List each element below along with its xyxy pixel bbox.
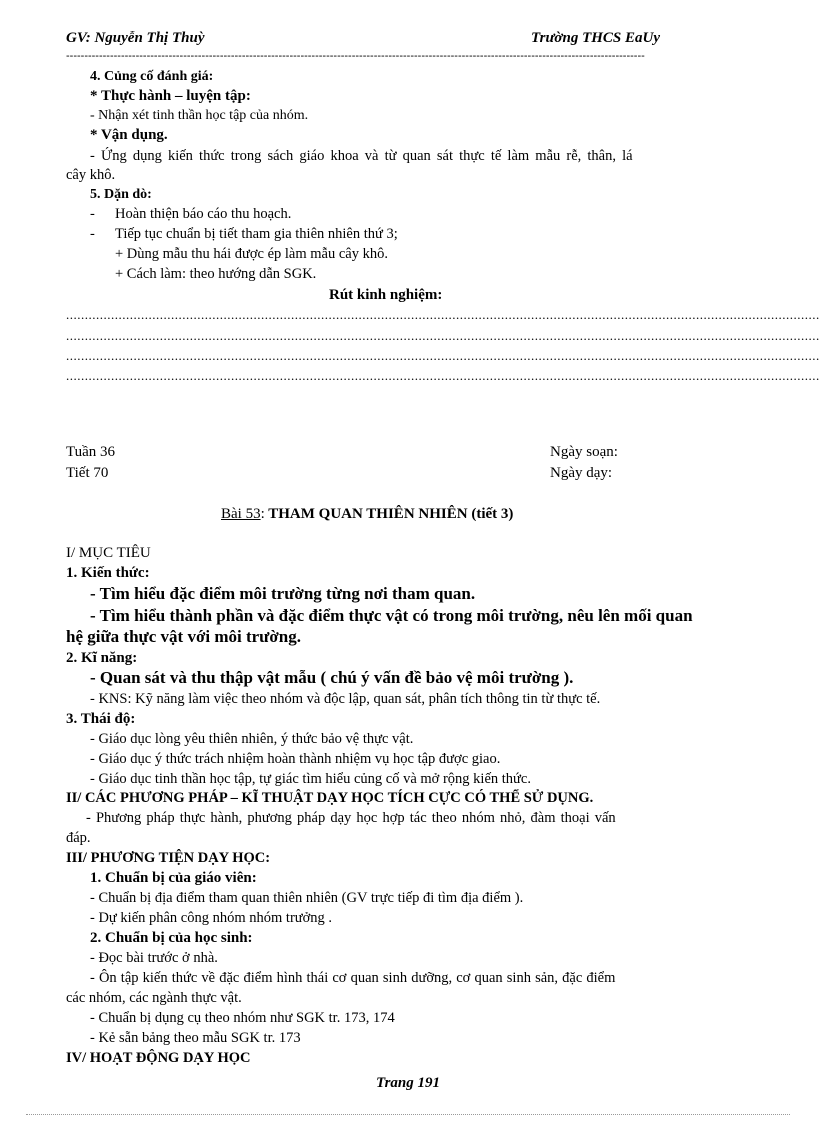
student-prep-item-4: - Kẻ sẵn bảng theo mẫu SGK tr. 173 bbox=[90, 1030, 301, 1046]
page-bottom-divider bbox=[26, 1114, 790, 1121]
methods-item-line1: - Phương pháp thực hành, phương pháp dạy học hợp tác theo nhóm nhỏ, đàm thoại vấn bbox=[86, 810, 616, 826]
homework-item-1: Hoàn thiện báo cáo thu hoạch. bbox=[115, 206, 292, 222]
student-prep-item-3: - Chuẩn bị dụng cụ theo nhóm như SGK tr. 173, 174 bbox=[90, 1010, 395, 1026]
teacher-prep-heading: 1. Chuẩn bị của giáo viên: bbox=[90, 870, 257, 886]
apply-heading: * Vận dụng. bbox=[90, 127, 168, 143]
prep-date-label: Ngày soạn: bbox=[550, 444, 618, 460]
skills-heading: 2. Kĩ năng: bbox=[66, 650, 138, 666]
student-prep-item-2-line2: các nhóm, các ngành thực vật. bbox=[66, 990, 242, 1006]
experience-heading: Rút kinh nghiệm: bbox=[329, 287, 443, 303]
attitude-heading: 3. Thái độ: bbox=[66, 711, 136, 727]
methods-heading: II/ CÁC PHƯƠNG PHÁP – KĨ THUẬT DẠY HỌC TÍCH CỰC CÓ THỂ SỬ DỤNG. bbox=[66, 790, 594, 806]
teach-date-label: Ngày dạy: bbox=[550, 465, 613, 481]
consolidation-heading: 4. Củng cố đánh giá: bbox=[90, 69, 214, 84]
lesson-number: Bài 53 bbox=[221, 506, 261, 522]
practice-item: - Nhận xét tinh thần học tập của nhóm. bbox=[90, 108, 309, 123]
student-prep-item-1: - Đọc bài trước ở nhà. bbox=[90, 950, 218, 966]
homework-heading: 5. Dặn dò: bbox=[90, 187, 152, 202]
page-number: Trang 191 bbox=[375, 1075, 441, 1091]
practice-heading: * Thực hành – luyện tập: bbox=[90, 88, 251, 104]
attitude-item-2: - Giáo dục ý thức trách nhiệm hoàn thành nhiệm vụ học tập được giao. bbox=[90, 751, 501, 767]
knowledge-heading: 1. Kiến thức: bbox=[66, 565, 150, 581]
homework-sub-2: + Cách làm: theo hướng dẫn SGK. bbox=[115, 266, 317, 282]
student-prep-item-2-line1: - Ôn tập kiến thức về đặc điểm hình thái cơ quan sinh dưỡng, cơ quan sinh sản, đặc điểm bbox=[90, 970, 616, 986]
dotted-line: ......................................................................................................................................................................................................... bbox=[66, 307, 820, 322]
lesson-name: THAM QUAN THIÊN NHIÊN (tiết 3) bbox=[264, 506, 514, 522]
attitude-item-3: - Giáo dục tinh thần học tập, tự giác tìm hiểu củng cố và mở rộng kiến thức. bbox=[90, 771, 531, 787]
header-divider: -------------------------------------------------------------------------------------------------------------------------------------------------------------- bbox=[66, 50, 645, 62]
dotted-line: ......................................................................................................................................................................................................... bbox=[66, 348, 820, 363]
knowledge-item-1: - Tìm hiểu đặc điểm môi trường từng nơi tham quan. bbox=[90, 584, 476, 603]
week-label: Tuần 36 bbox=[66, 444, 116, 460]
lesson-title bbox=[221, 504, 513, 524]
knowledge-item-2-line1: - Tìm hiểu thành phần và đặc điểm thực vật có trong môi trường, nêu lên mối quan bbox=[90, 606, 693, 625]
homework-dash-2: - bbox=[90, 226, 95, 242]
teacher-prep-item-1: - Chuẩn bị địa điểm tham quan thiên nhiên (GV trực tiếp đi tìm địa điểm ). bbox=[90, 890, 524, 906]
skills-item-2: - KNS: Kỹ năng làm việc theo nhóm và độc lập, quan sát, phân tích thông tin từ thực tế. bbox=[90, 691, 601, 707]
apply-item-line1: - Ứng dụng kiến thức trong sách giáo khoa và từ quan sát thực tế làm mẫu rễ, thân, lá bbox=[90, 148, 633, 164]
dotted-line: ......................................................................................................................................................................................................... bbox=[66, 328, 820, 343]
teacher-prep-item-2: - Dự kiến phân công nhóm nhóm trưởng . bbox=[90, 910, 333, 926]
student-prep-heading: 2. Chuẩn bị của học sinh: bbox=[90, 930, 253, 946]
teacher-name: GV: Nguyễn Thị Thuỳ bbox=[66, 30, 205, 46]
skills-item-1: - Quan sát và thu thập vật mẫu ( chú ý vấn đề bảo vệ môi trường ). bbox=[90, 668, 574, 687]
knowledge-item-2-line2: hệ giữa thực vật với môi trường. bbox=[66, 627, 301, 646]
homework-sub-1: + Dùng mẫu thu hái được ép làm mẫu cây khô. bbox=[115, 246, 388, 262]
period-label: Tiết 70 bbox=[66, 465, 109, 481]
homework-item-2: Tiếp tục chuẩn bị tiết tham gia thiên nhiên thứ 3; bbox=[115, 226, 398, 242]
objectives-heading: I/ MỤC TIÊU bbox=[66, 545, 151, 561]
homework-dash-1: - bbox=[90, 206, 95, 222]
activities-heading: IV/ HOẠT ĐỘNG DẠY HỌC bbox=[66, 1050, 251, 1066]
attitude-item-1: - Giáo dục lòng yêu thiên nhiên, ý thức bảo vệ thực vật. bbox=[90, 731, 414, 747]
dotted-line: ......................................................................................................................................................................................................... bbox=[66, 368, 820, 383]
materials-heading: III/ PHƯƠNG TIỆN DẠY HỌC: bbox=[66, 850, 271, 866]
apply-item-line2: cây khô. bbox=[66, 167, 116, 183]
school-name: Trường THCS EaUy bbox=[531, 30, 660, 46]
lesson-title-colon: : bbox=[260, 506, 265, 522]
methods-item-line2: đáp. bbox=[66, 830, 91, 846]
